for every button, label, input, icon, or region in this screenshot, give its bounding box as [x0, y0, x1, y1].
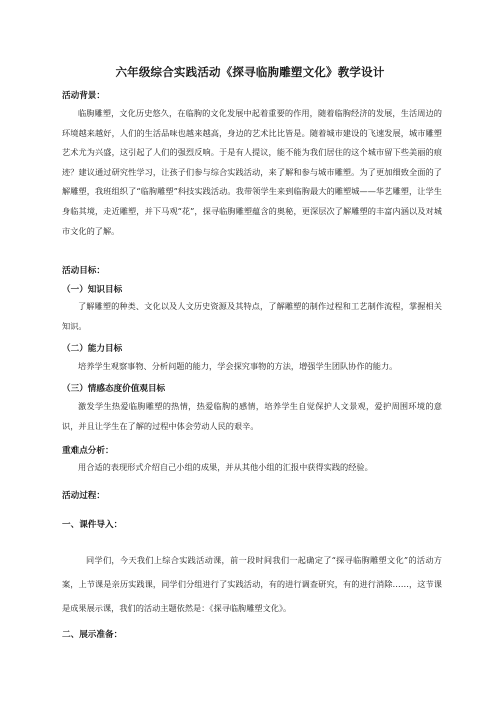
- knowledge-goal-paragraph: 了解雕塑的种类、文化以及人文历史资源及其特点，了解雕塑的制作过程和工艺制作流程，掌握相关知识。: [62, 301, 442, 331]
- step2-heading: 二、展示准备：: [62, 630, 123, 640]
- knowledge-goal-heading: （一）知识目标: [62, 285, 123, 295]
- key-points-paragraph: 用合适的表现形式介绍自己小组的成果，并从其他小组的汇报中获得实践的经验。: [78, 462, 373, 472]
- process-heading: 活动过程：: [62, 491, 105, 501]
- goals-heading: 活动目标：: [62, 266, 105, 276]
- key-points-heading: 重难点分析：: [62, 446, 114, 456]
- ability-goal-heading: （二）能力目标: [62, 344, 123, 354]
- background-paragraph: 临朐雕塑，文化历史悠久，在临朐的文化发展中起着重要的作用，随着临朐经济的发展，生活周边的环境越来越好，人们的生活品味也越来越高，身边的艺术比比皆是。随着城市建设的飞速发展，城市雕塑艺术尤为兴盛，这引起了人们的强烈反响。于是有人提议，能不能为我们居住的这个城市留下些美丽的痕迹？建议通过研究性学习，让孩子们参与综合实践活动，来了解和参与城市雕塑。为了更加细致全面的了解雕塑，我班组织了“临朐雕塑”科技实践活动。我带领学生来到临朐最大的雕塑城——华艺雕塑，让学生身临其境，走近雕塑，并下马观“花”，探寻临朐雕塑蕴含的奥秘，更深层次了解雕塑的丰富内涵以及对城市文化的了解。: [62, 108, 442, 236]
- step1-heading: 一、课件导入：: [62, 520, 123, 530]
- background-heading: 活动背景：: [62, 91, 105, 101]
- ability-goal-paragraph: 培养学生观察事物、分析问题的能力，学会探究事物的方法，增强学生团队协作的能力。: [78, 361, 398, 371]
- step1-paragraph: 同学们，今天我们上综合实践活动课，前一段时间我们一起确定了“探寻临朐雕塑文化”的活动方案，上节课是亲历实践课，同学们分组进行了实践活动，有的进行调查研究，有的进行消除……，这节课是成果展示课，我们的活动主题依然是：《探寻临朐雕塑文化》。: [62, 555, 442, 613]
- attitude-goal-paragraph: 激发学生热爱临朐雕塑的热情，热爱临朐的感情，培养学生自觉保护人文景观，爱护周围环境的意识，并且让学生在了解的过程中体会劳动人民的艰辛。: [62, 401, 442, 431]
- attitude-goal-heading: （三）情感态度价值观目标: [62, 384, 166, 394]
- document-title: 六年级综合实践活动《探寻临朐雕塑文化》教学设计: [115, 65, 385, 79]
